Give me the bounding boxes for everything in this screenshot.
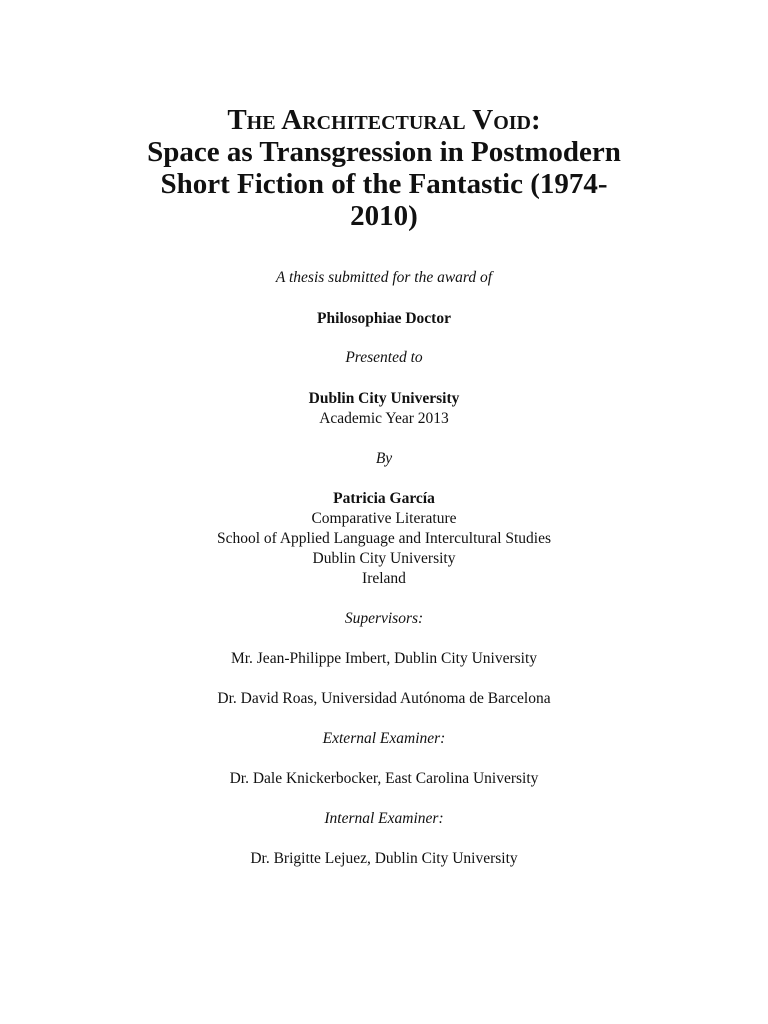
- title-subtitle-line-1: Space as Transgression in Postmodern: [147, 136, 621, 168]
- title-subtitle-line-3: 2010): [350, 200, 418, 232]
- supervisor-1: Mr. Jean-Philippe Imbert, Dublin City University: [230, 650, 538, 667]
- title-subtitle-line-2: Short Fiction of the Fantastic (1974-: [160, 168, 608, 200]
- presented-to-label: Presented to: [345, 349, 423, 366]
- external-examiner-name: Dr. Dale Knickerbocker, East Carolina University: [229, 770, 539, 787]
- author-university: Dublin City University: [312, 550, 456, 567]
- by-label: By: [375, 450, 393, 467]
- external-examiner-label: External Examiner:: [322, 730, 446, 747]
- degree-name: Philosophiae Doctor: [317, 310, 451, 327]
- university-name: Dublin City University: [308, 390, 460, 407]
- title-main: The Architectural Void:: [227, 104, 541, 136]
- internal-examiner-name: Dr. Brigitte Lejuez, Dublin City University: [250, 850, 518, 867]
- author-name: Patricia García: [333, 490, 435, 507]
- supervisor-2: Dr. David Roas, Universidad Autónoma de Barcelona: [217, 690, 551, 707]
- academic-year: Academic Year 2013: [319, 410, 449, 427]
- author-school: School of Applied Language and Intercultural Studies: [216, 530, 552, 547]
- supervisors-label: Supervisors:: [344, 610, 424, 627]
- author-country: Ireland: [362, 570, 406, 587]
- submission-intro: A thesis submitted for the award of: [275, 269, 493, 286]
- author-department: Comparative Literature: [311, 510, 457, 527]
- thesis-title: [0, 104, 768, 232]
- internal-examiner-label: Internal Examiner:: [324, 810, 444, 827]
